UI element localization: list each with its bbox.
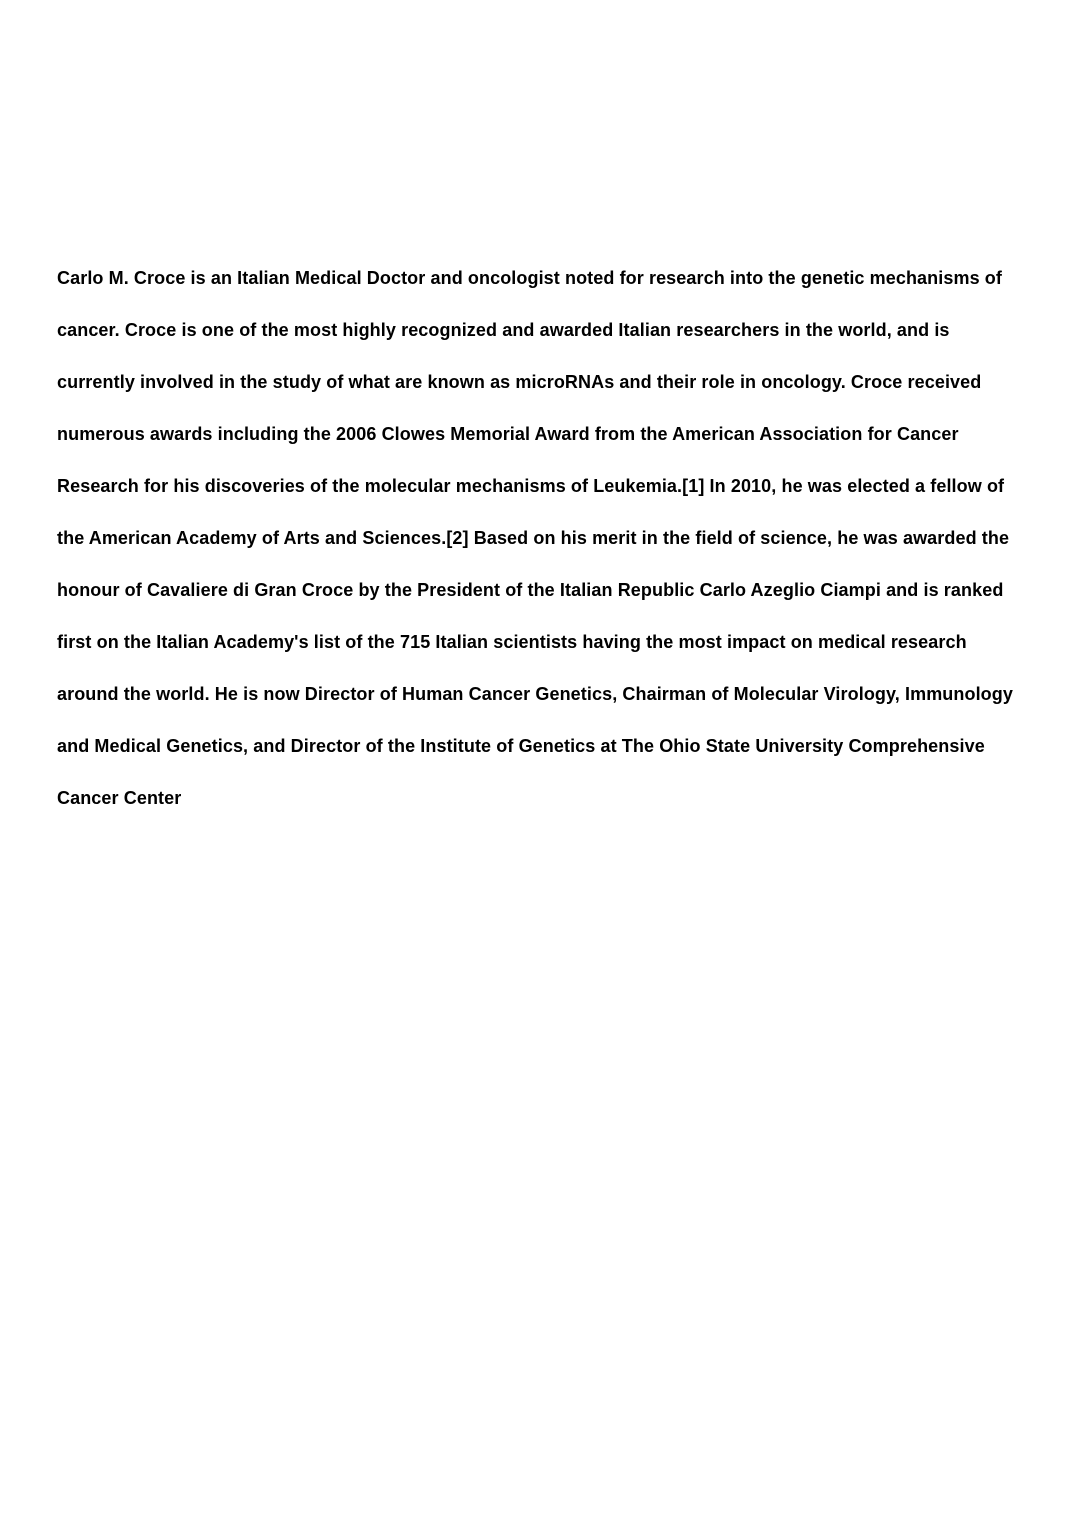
- paragraph-line: Carlo M. Croce is an Italian Medical Doctor and oncologist noted for research into the genetic mechanisms of: [57, 268, 1002, 288]
- biography-paragraph: [57, 252, 1022, 824]
- paragraph-line: currently involved in the study of what are known as microRNAs and their role in oncology. Croce received: [57, 372, 982, 392]
- paragraph-line: honour of Cavaliere di Gran Croce by the President of the Italian Republic Carlo Azeglio Ciampi and is ranked: [57, 580, 1004, 600]
- paragraph-line: cancer. Croce is one of the most highly recognized and awarded Italian researchers in the world, and is: [57, 320, 950, 340]
- paragraph-line: numerous awards including the 2006 Clowes Memorial Award from the American Association for Cancer: [57, 424, 959, 444]
- paragraph-line: Cancer Center: [57, 788, 182, 808]
- paragraph-line: and Medical Genetics, and Director of the Institute of Genetics at The Ohio State University Comprehensive: [57, 736, 985, 756]
- paragraph-line: Research for his discoveries of the molecular mechanisms of Leukemia.[1] In 2010, he was elected a fellow of: [57, 476, 1005, 496]
- paragraph-line: the American Academy of Arts and Sciences.[2] Based on his merit in the field of science, he was awarded the: [57, 528, 1010, 548]
- paragraph-line: first on the Italian Academy's list of the 715 Italian scientists having the most impact on medical research: [57, 632, 967, 652]
- paragraph-line: around the world. He is now Director of Human Cancer Genetics, Chairman of Molecular Virology, Immunology: [57, 684, 1013, 704]
